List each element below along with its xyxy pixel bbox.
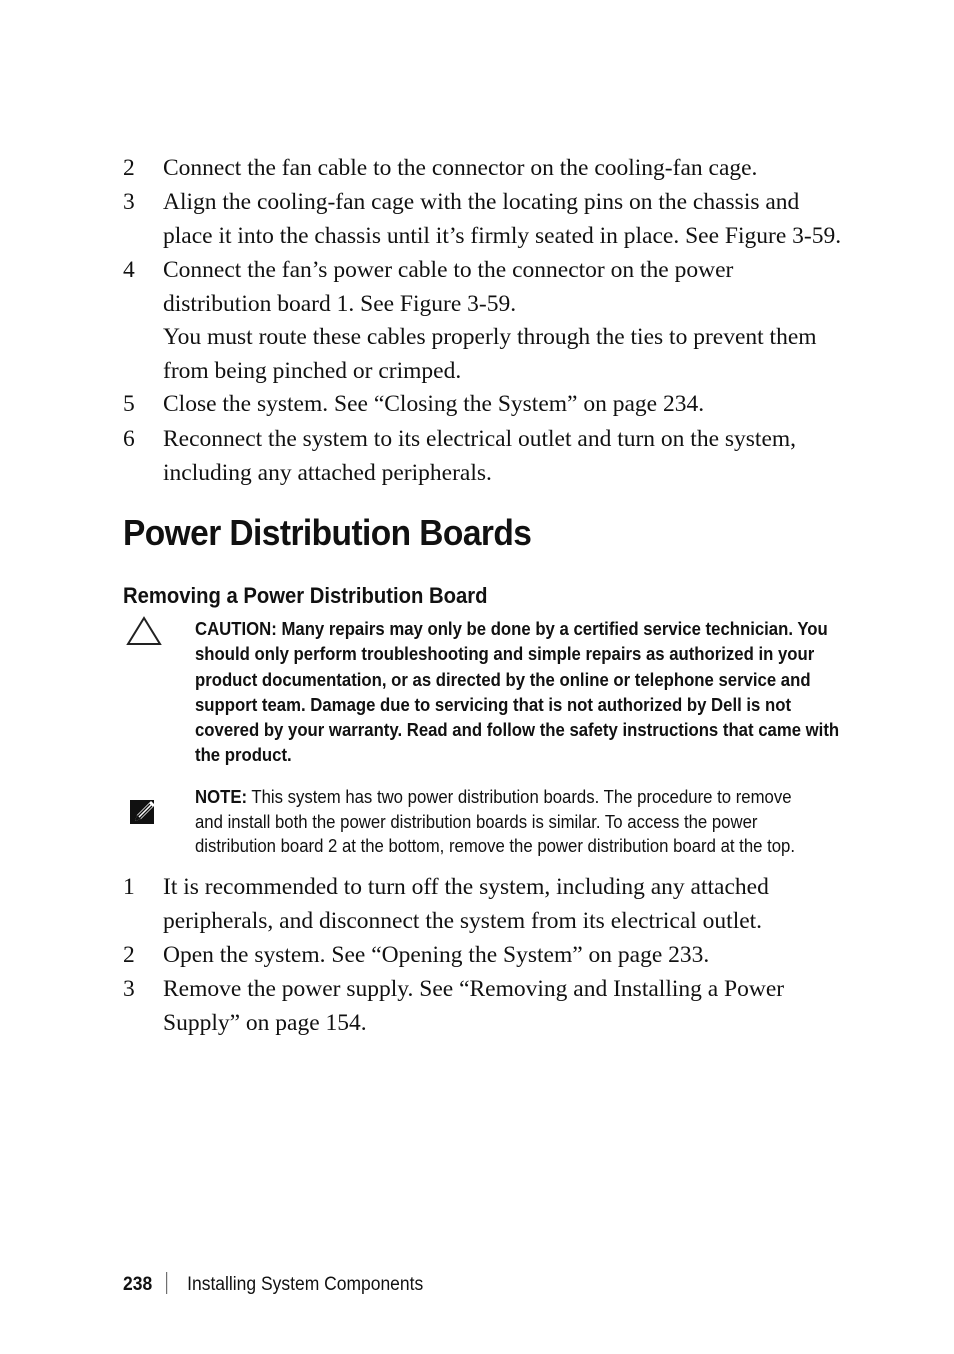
step-text: Connect the fan’s power cable to the connector on the power [163, 257, 734, 283]
caution-line: CAUTION: Many repairs may only be done by a certified service technician. You [195, 618, 828, 639]
step-number: 2 [123, 942, 135, 968]
paragraph-line: You must route these cables properly through the ties to prevent them [163, 324, 817, 350]
step-number: 3 [123, 976, 135, 1002]
note-line: and install both the power distribution boards is similar. To access the power [195, 810, 758, 832]
caution-line: support team. Damage due to servicing that is not authorized by Dell is not [195, 693, 792, 715]
note-line: This system has two power distribution boards. The procedure to remove [247, 786, 792, 807]
note-label: NOTE: [195, 786, 248, 807]
step-text: peripherals, and disconnect the system from its electrical outlet. [163, 908, 763, 934]
section-title: Power Distribution Boards [123, 512, 532, 553]
step-number: 4 [123, 257, 135, 283]
caution-line: the product. [195, 744, 292, 766]
step-text: Reconnect the system to its electrical outlet and turn on the system, [163, 426, 797, 452]
caution-line: should only perform troubleshooting and simple repairs as authorized in your [195, 643, 815, 665]
note-notice [195, 785, 861, 859]
paragraph-line: from being pinched or crimped. [163, 358, 462, 384]
step-number: 6 [123, 426, 135, 452]
step-text: Connect the fan cable to the connector on the cooling-fan cage. [163, 155, 758, 181]
step-number: 1 [123, 874, 135, 900]
step-number: 3 [123, 189, 135, 215]
chapter-title: Installing System Components [187, 1274, 424, 1295]
page-number: 238 [123, 1274, 153, 1295]
step-text: Align the cooling-fan cage with the locating pins on the chassis and [163, 189, 800, 215]
caution-notice [195, 616, 861, 768]
step-text: Remove the power supply. See “Removing and Installing a Power [163, 976, 785, 1002]
step-text: Open the system. See “Opening the System” on page 233. [163, 942, 710, 968]
caution-line: product documentation, or as directed by the online or telephone service and [195, 668, 811, 690]
step-text: place it into the chassis until it’s firmly seated in place. See Figure 3-59. [163, 223, 842, 249]
step-number: 2 [123, 155, 135, 181]
step-text: Supply” on page 154. [163, 1010, 367, 1036]
step-text: Close the system. See “Closing the System” on page 234. [163, 391, 705, 417]
caution-line: covered by your warranty. Read and follow the safety instructions that came with [195, 719, 840, 741]
note-line: distribution board 2 at the bottom, remove the power distribution board at the top. [195, 835, 796, 857]
step-text: It is recommended to turn off the system, including any attached [163, 874, 769, 900]
step-text: distribution board 1. See Figure 3-59. [163, 291, 517, 317]
footer-divider [166, 1272, 167, 1294]
step-4-note-paragraph [163, 320, 853, 388]
step-number: 5 [123, 391, 135, 417]
page-footer [123, 1272, 423, 1296]
note-pencil-icon [127, 795, 161, 829]
subsection-title: Removing a Power Distribution Board [123, 583, 488, 608]
caution-triangle-icon [125, 615, 163, 647]
step-text: including any attached peripherals. [163, 460, 492, 486]
